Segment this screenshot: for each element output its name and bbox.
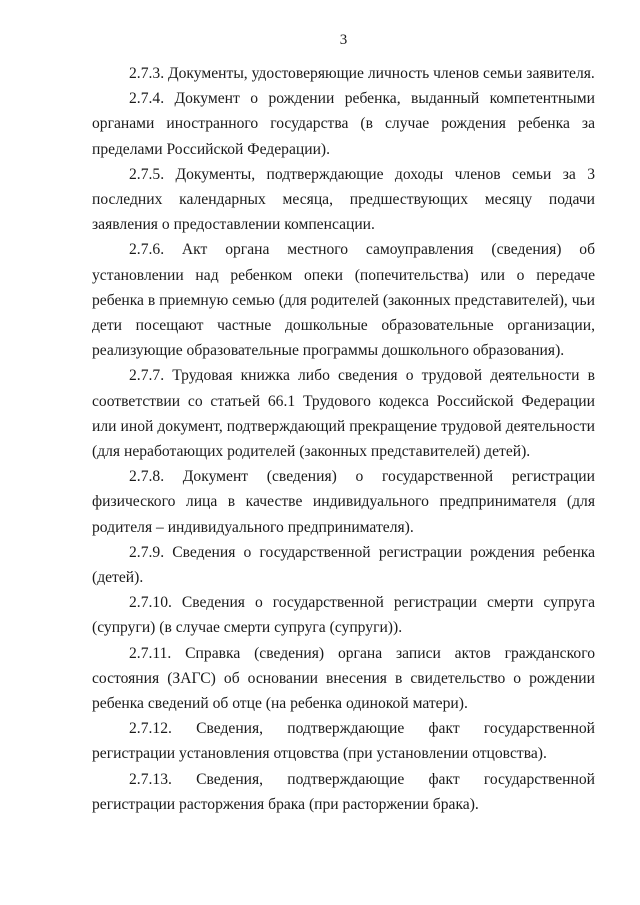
paragraph-2-7-9: 2.7.9. Сведения о государственной регистрации рождения ребенка (детей).: [92, 543, 595, 587]
paragraph-2-7-12: 2.7.12. Сведения, подтверждающие факт государственной регистрации установления отцовства (при установлении отцовства).: [92, 720, 595, 763]
paragraph-2-7-11: 2.7.11. Справка (сведения) органа записи актов гражданского состояния (ЗАГС) об основании внесения в свидетельство о рождении ребенка сведений об отце (на ребенка одинокой матери).: [92, 644, 595, 713]
paragraph-2-7-5: 2.7.5. Документы, подтверждающие доходы членов семьи за 3 последних календарных месяца, предшествующих месяцу подачи заявления о предоставлении компенсации.: [92, 165, 595, 234]
paragraph-2-7-6: 2.7.6. Акт органа местного самоуправления (сведения) об установлении над ребенком опеки (попечительства) или о передаче ребенка в приемную семью (для родителей (законных представителей), чьи дети посещают частные дошкольные образовательные организации, реализующие образовательные программы дошкольного образования).: [92, 241, 595, 360]
page-number: 3: [339, 32, 348, 48]
paragraph-2-7-10: 2.7.10. Сведения о государственной регистрации смерти супруга (супруги) (в случае смерти супруга (супруги)).: [92, 594, 595, 637]
document-body: [92, 61, 595, 817]
paragraph-2-7-4: 2.7.4. Документ о рождении ребенка, выданный компетентными органами иностранного государства (в случае рождения ребенка за пределами Российской Федерации).: [92, 90, 595, 158]
paragraph-2-7-7: 2.7.7. Трудовая книжка либо сведения о трудовой деятельности в соответствии со статьей 66.1 Трудового кодекса Российской Федерации или иной документ, подтверждающий прекращение трудовой деятельности (для неработающих родителей (законных представителей) детей).: [92, 367, 595, 461]
paragraph-2-7-3: 2.7.3. Документы, удостоверяющие личность членов семьи заявителя.: [129, 65, 595, 82]
paragraph-2-7-13: 2.7.13. Сведения, подтверждающие факт государственной регистрации расторжения брака (при расторжении брака).: [92, 770, 595, 813]
paragraph-2-7-8: 2.7.8. Документ (сведения) о государственной регистрации физического лица в качестве индивидуального предпринимателя (для родителя – индивидуального предпринимателя).: [92, 468, 595, 536]
